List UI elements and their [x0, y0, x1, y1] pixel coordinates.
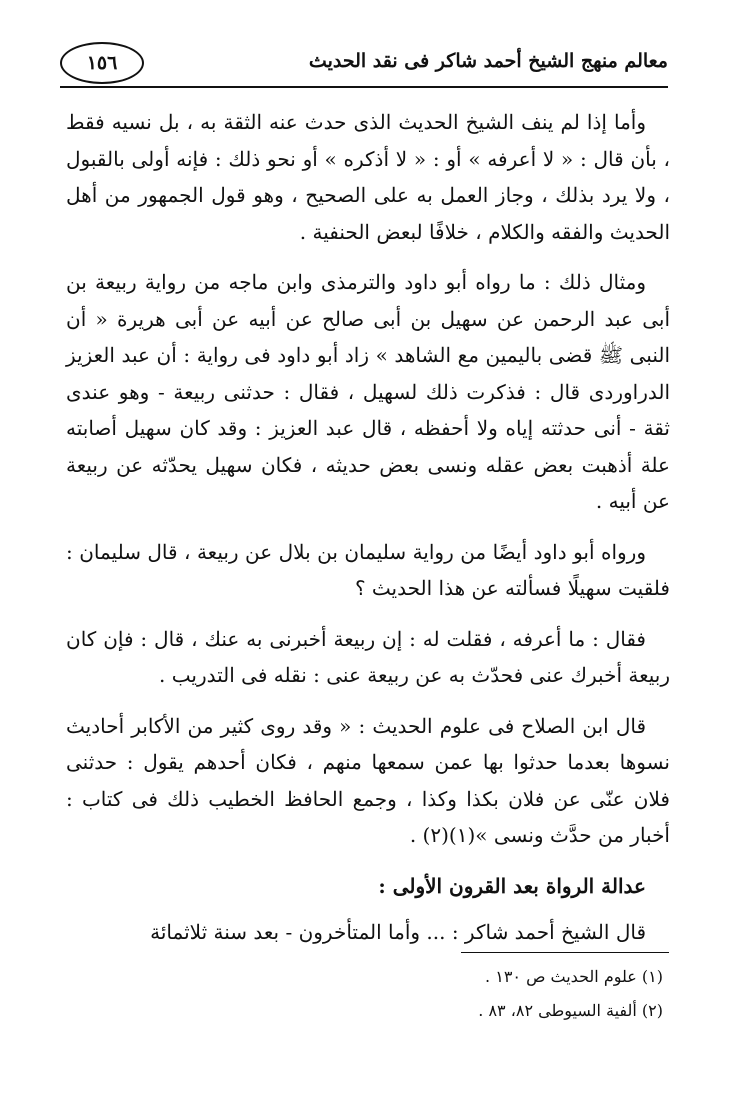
section-heading: عدالة الرواة بعد القرون الأولى : [378, 873, 646, 898]
paragraph-suhail-reply: فقال : ما أعرفه ، فقلت له : إن ربيعة أخبرنى به عنك ، قال : فإن كان ربيعة أخبرك عنى فحدّث به عن ربيعة عنى : نقله فى التدريب . [66, 626, 670, 687]
footnote-2: (٢) ألفية السيوطى ٨٢، ٨٣ . [478, 1001, 663, 1020]
paragraph-ahmad-shakir: قال الشيخ أحمد شاكر : ... وأما المتأخرون - بعد سنة ثلاثمائة [150, 920, 646, 944]
page-header [60, 42, 668, 88]
main-text [66, 104, 670, 965]
header-rule [60, 86, 668, 88]
paragraph-sulayman-report: ورواه أبو داود أيضًا من رواية سليمان بن بلال عن ربيعة ، قال سليمان : فلقيت سهيلًا فسألته عن هذا الحديث ؟ [66, 539, 670, 600]
footnote-separator [461, 952, 669, 953]
paragraph-forgetting-rule: وأما إذا لم ينف الشيخ الحديث الذى حدث عنه الثقة به ، بل نسيه فقط ، بأن قال : « لا أعرفه » أو : « لا أذكره » أو نحو ذلك : فإنه أولى بالقبول ، ولا يرد بذلك ، وجاز العمل به على الصحيح ، وهو قول الجمهور من أهل الحديث والفقه والكلام ، خلافًا لبعض الحنفية . [66, 110, 670, 244]
paragraph-example: ومثال ذلك : ما رواه أبو داود والترمذى وابن ماجه من رواية ربيعة بن أبى عبد الرحمن عن سهيل بن أبى صالح عن أبيه عن أبى هريرة « أن النبى ﷺ قضى باليمين مع الشاهد » زاد أبو داود فى رواية : أن عبد العزيز الدراوردى قال : فذكرت ذلك لسهيل ، فقال : حدثنى ربيعة - وهو عندى ثقة - أنى حدثته إياه ولا أحفظه ، قال عبد العزيز : وقد كان سهيل أصابته علة أذهبت بعض عقله ونسى بعض حديثه ، فكان سهيل يحدّثه عن ربيعة عن أبيه . [66, 270, 670, 513]
page-number: ١٥٦ [60, 42, 144, 84]
paragraph-ibn-salah-quote: قال ابن الصلاح فى علوم الحديث : « وقد روى كثير من الأكابر أحاديث نسوها بعدما حدثوا بها عمن سمعها منهم ، فكان أحدهم يقول : حدثنى فلان عنّى عن فلان بكذا وكذا ، وجمع الحافظ الخطيب ذلك فى كتاب : أخبار من حدَّث ونسى »(١)(٢) . [66, 713, 670, 847]
footnote-1: (١) علوم الحديث ص ١٣٠ . [485, 967, 663, 986]
running-title: معالم منهج الشيخ أحمد شاكر فى نقد الحديث [308, 50, 668, 72]
footnotes [63, 960, 663, 1028]
